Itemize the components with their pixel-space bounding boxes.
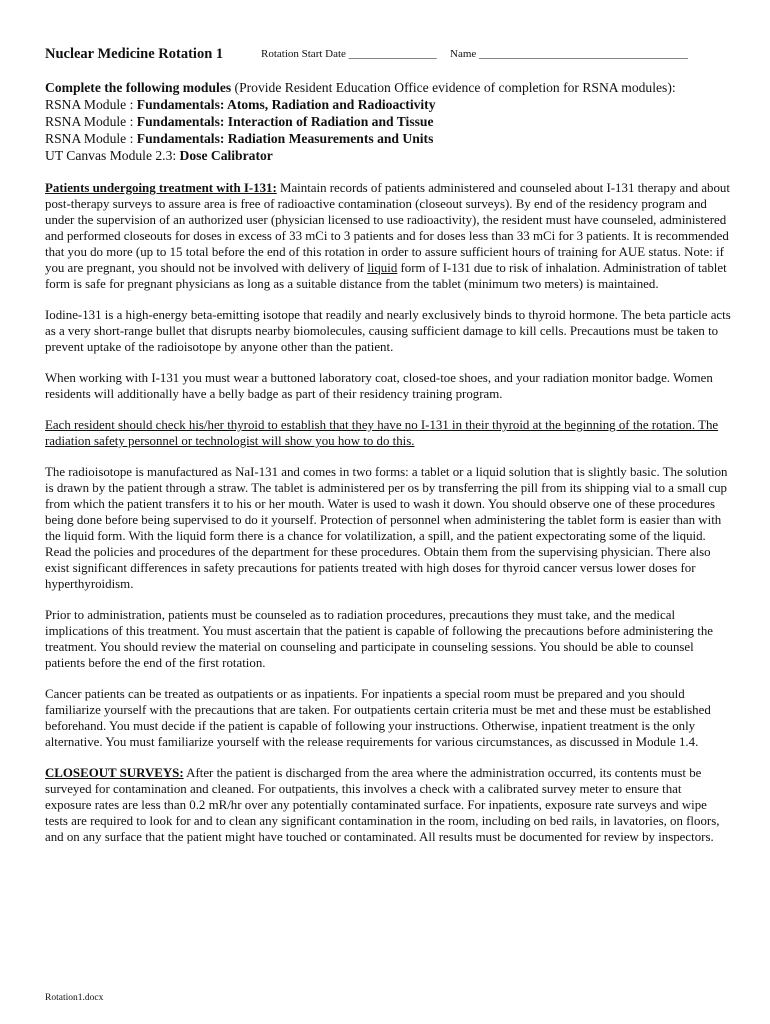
- document-title: Nuclear Medicine Rotation 1: [45, 46, 224, 62]
- module-prefix: UT Canvas Module 2.3:: [45, 148, 180, 163]
- module-name: Fundamentals: Interaction of Radiation and Tissue: [136, 114, 434, 129]
- document-header: [45, 45, 728, 65]
- module-list: [45, 79, 735, 164]
- module-name: Dose Calibrator: [179, 148, 273, 163]
- paragraph-radioisotope-forms: The radioisotope is manufactured as NaI-131 and comes in two forms: a tablet or a liquid solution that is slightly basic. The solution is drawn by the patient through a straw. The tablet is administered per os by transferring the pill from its shipping vial to a small cup from which the patient transfers it to his or her mouth. Water is used to wash it down. You should observe one of these procedures being done before being supervised to do it yourself. Protection of personnel when administering the tablet form is easier than with the liquid form. With the liquid form there is a chance for volatilization, a spill, and the patient expectorating some of the liquid. Read the policies and procedures of the department for these procedures. Obtain them from the supervising physician. There also exist significant differences in safety precautions for patients treated with high doses for thyroid cancer versus lower doses for hyperthyroidism.: [45, 465, 728, 591]
- paragraph-text: Maintain records of patients administered and counseled about I-131 therapy and about post-therapy surveys to assure area is free of radioactive contamination (closeout surveys). By end of the residency program and under the supervision of an authorized user (physician licensed to use radioactivity), the resident must have counseled, administered and performed closeouts for doses in excess of 33 mCi to 3 patients and for doses less than 33 mCi for 3 patients. It is recommended that you do more (up to 15 total before the end of this rotation in order to assure sufficient hours of training for AUE status. Note: if you are pregnant, you should not be involved with delivery of: [45, 181, 730, 275]
- underlined-word: liquid: [367, 261, 398, 275]
- module-prefix: RSNA Module :: [45, 114, 137, 129]
- module-item: [45, 130, 735, 147]
- module-intro: [45, 79, 735, 96]
- paragraph-protective-wear: When working with I-131 you must wear a buttoned laboratory coat, closed-toe shoes, and your radiation monitor badge. Women residents will additionally have a belly badge as part of their residency training program.: [45, 371, 713, 401]
- section-heading: CLOSEOUT SURVEYS:: [45, 766, 184, 780]
- rotation-start-date-field: Rotation Start Date ________________: [261, 48, 437, 60]
- module-item: [45, 113, 735, 130]
- paragraph-i131-treatment: [45, 180, 731, 292]
- document-body: [45, 180, 731, 860]
- footer-filename: Rotation1.docx: [45, 993, 104, 1003]
- module-intro-heading: Complete the following modules: [45, 80, 232, 95]
- paragraph-counseling: Prior to administration, patients must be counseled as to radiation procedures, precautions they must take, and the medical implications of this treatment. You must ascertain that the patient is capable of following the precautions before administering the treatment. You should review the material on counseling and participate in counseling sessions. You should be able to counsel patients before the end of the first rotation.: [45, 608, 713, 670]
- name-field: Name ______________________________________: [450, 48, 689, 60]
- paragraph-text: form of I-131 due to risk of inhalation. Administration of tablet form is safe for pregnant physicians as long as a suitable distance from the tablet (minimum two meters) is maintained.: [45, 261, 727, 291]
- module-item: [45, 96, 735, 113]
- paragraph-text: After the patient is discharged from the area where the administration occurred, its contents must be surveyed for contamination and cleaned. For outpatients, this involves a check with a calibrated survey meter to ensure that exposure rates are less than 0.2 mR/hr over any potentially contaminated surface. For inpatients, exposure rate surveys and wipe tests are required to look for and to clean any significant contamination in the room, including on bed rails, in lavatories, on floors, and on any surface that the patient might have touched or contaminated. All results must be documented for review by inspectors.: [45, 766, 720, 844]
- module-prefix: RSNA Module :: [45, 131, 137, 146]
- module-intro-note: (Provide Resident Education Office evidence of completion for RSNA modules):: [231, 80, 676, 95]
- paragraph-thyroid-check: Each resident should check his/her thyroid to establish that they have no I-131 in their thyroid at the beginning of the rotation. The radiation safety personnel or technologist will show you how to do this.: [45, 418, 719, 448]
- module-name: Fundamentals: Atoms, Radiation and Radioactivity: [136, 97, 436, 112]
- module-item: [45, 147, 735, 164]
- paragraph-closeout-surveys: [45, 765, 731, 845]
- module-name: Fundamentals: Radiation Measurements and Units: [136, 131, 434, 146]
- section-heading: Patients undergoing treatment with I-131:: [45, 181, 277, 195]
- module-prefix: RSNA Module :: [45, 97, 137, 112]
- paragraph-cancer-patients: Cancer patients can be treated as outpatients or as inpatients. For inpatients a special room must be prepared and you should familiarize yourself with the precautions that are taken. For outpatients certain criteria must be met and these must be established beforehand. You must decide if the patient is capable of following your instructions. Otherwise, inpatient treatment is the only alternative. You must familiarize yourself with the release requirements for various circumstances, as discussed in Module 1.4.: [45, 687, 711, 749]
- paragraph-iodine-131: Iodine-131 is a high-energy beta-emitting isotope that readily and nearly exclusively binds to thyroid hormone. The beta particle acts as a very short-range bullet that disrupts nearby biomolecules, causing sufficient damage to kill cells. Precautions must be taken to prevent uptake of the radioisotope by anyone other than the patient.: [45, 308, 731, 354]
